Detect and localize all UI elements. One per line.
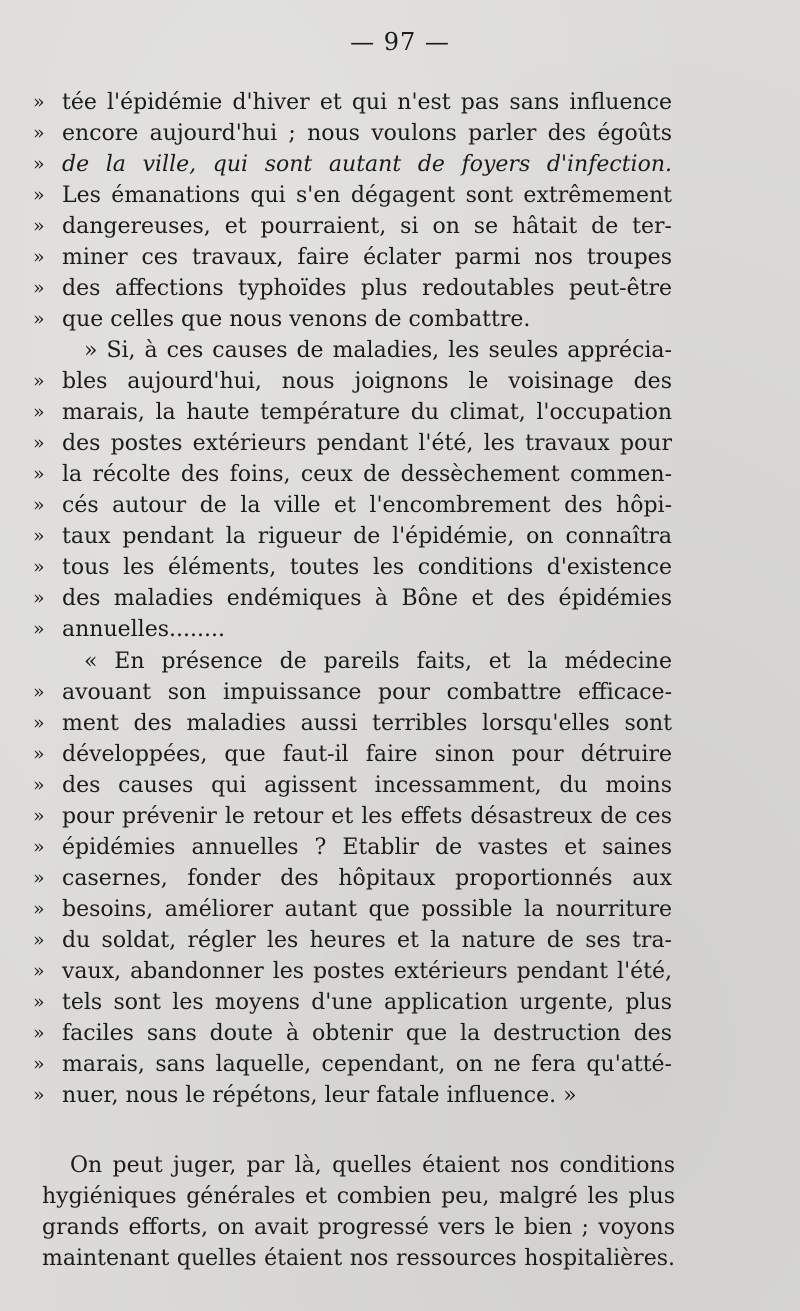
line-text: du soldat, régler les heures et la nature de ses tra- [62, 928, 672, 953]
text-line [0, 1018, 800, 1049]
text-line [0, 304, 800, 335]
line-text: développées, que faut-il faire sinon pour détruire [62, 742, 672, 767]
text-line [0, 708, 800, 739]
quote-mark: » [33, 308, 45, 330]
line-text: des affections typhoïdes plus redoutables peut-être [62, 276, 672, 301]
text-line [0, 925, 800, 956]
quote-mark: » [33, 743, 45, 765]
quote-mark: » [33, 556, 45, 578]
quote-mark: » [33, 1084, 45, 1106]
text-line [0, 987, 800, 1018]
line-text: taux pendant la rigueur de l'épidémie, on connaîtra [62, 524, 672, 549]
line-text: épidémies annuelles ? Etablir de vastes et saines [62, 835, 672, 860]
line-text: faciles sans doute à obtenir que la destruction des [62, 1021, 672, 1046]
text-line [0, 366, 800, 397]
line-text: ment des maladies aussi terribles lorsqu'elles sont [62, 711, 672, 736]
text-line [0, 211, 800, 242]
quote-mark: » [33, 587, 45, 609]
line-text: tée l'épidémie d'hiver et qui n'est pas sans influence [62, 90, 672, 115]
text-line [0, 490, 800, 521]
quote-mark: » [33, 463, 45, 485]
quote-mark: » [33, 867, 45, 889]
line-text: avouant son impuissance pour combattre efficace- [62, 680, 672, 705]
quote-mark: » [33, 246, 45, 268]
text-line [0, 521, 800, 552]
quote-mark: » [33, 712, 45, 734]
text-line [0, 832, 800, 863]
line-text: cés autour de la ville et l'encombrement des hôpi- [62, 493, 672, 518]
text-line [0, 1150, 800, 1181]
line-text: Les émanations qui s'en dégagent sont extrêmement [62, 183, 672, 208]
line-text: des causes qui agissent incessamment, du moins [62, 773, 672, 798]
text-line [0, 894, 800, 925]
quote-mark: » [33, 184, 45, 206]
line-text: nuer, nous le répétons, leur fatale influence. » [62, 1083, 577, 1108]
text-line [0, 739, 800, 770]
text-line [0, 1243, 800, 1274]
line-text: miner ces travaux, faire éclater parmi nos troupes [62, 245, 672, 270]
quote-mark: » [33, 681, 45, 703]
quote-mark: » [33, 122, 45, 144]
text-line [0, 1049, 800, 1080]
line-text: casernes, fonder des hôpitaux proportionnés aux [62, 866, 672, 891]
line-text: des postes extérieurs pendant l'été, les travaux pour [62, 431, 672, 456]
line-text: vaux, abandonner les postes extérieurs pendant l'été, [62, 959, 672, 984]
text-line [0, 149, 800, 180]
quote-mark: » [33, 836, 45, 858]
text-line [0, 863, 800, 894]
line-text: marais, sans laquelle, cependant, on ne fera qu'atté- [62, 1052, 672, 1077]
line-text: annuelles........ [62, 617, 225, 642]
line-text: » Si, à ces causes de maladies, les seules apprécia- [84, 338, 672, 363]
text-line [0, 583, 800, 614]
text-line [0, 87, 800, 118]
line-text: que celles que nous venons de combattre. [62, 307, 531, 332]
quote-mark: » [33, 898, 45, 920]
text-line [0, 552, 800, 583]
quote-mark: » [33, 401, 45, 423]
line-text: maintenant quelles étaient nos ressources hospitalières. [42, 1246, 675, 1271]
quote-mark: » [33, 277, 45, 299]
text-line [0, 335, 800, 366]
text-line [0, 1212, 800, 1243]
quote-mark: » [33, 432, 45, 454]
line-text: hygiéniques générales et combien peu, malgré les plus [42, 1184, 675, 1209]
quote-mark: » [33, 774, 45, 796]
line-text: la récolte des foins, ceux de dessèchement commen- [62, 462, 672, 487]
line-text: « En présence de pareils faits, et la médecine [84, 649, 672, 674]
quote-mark: » [33, 525, 45, 547]
text-line [0, 677, 800, 708]
text-line [0, 273, 800, 304]
text-line [0, 242, 800, 273]
line-text: On peut juger, par là, quelles étaient nos conditions [70, 1153, 675, 1178]
line-text: tels sont les moyens d'une application urgente, plus [62, 990, 672, 1015]
line-text: pour prévenir le retour et les effets désastreux de ces [62, 804, 672, 829]
text-line [0, 801, 800, 832]
text-line [0, 646, 800, 677]
line-text: grands efforts, on avait progressé vers le bien ; voyons [42, 1215, 675, 1240]
quote-mark: » [33, 1053, 45, 1075]
line-text: tous les éléments, toutes les conditions d'existence [62, 555, 672, 580]
text-line [0, 459, 800, 490]
line-text: bles aujourd'hui, nous joignons le voisinage des [62, 369, 672, 394]
page-number: — 97 — [350, 28, 450, 56]
text-line [0, 118, 800, 149]
text-line [0, 428, 800, 459]
quote-mark: » [33, 960, 45, 982]
line-text: encore aujourd'hui ; nous voulons parler des égoûts [62, 121, 672, 146]
quote-mark: » [33, 1022, 45, 1044]
text-line [0, 397, 800, 428]
quote-mark: » [33, 91, 45, 113]
line-text: de la ville, qui sont autant de foyers d'infection. [62, 152, 672, 177]
quote-mark: » [33, 494, 45, 516]
line-text: marais, la haute température du climat, l'occupation [62, 400, 672, 425]
text-line [0, 1181, 800, 1212]
quote-mark: » [33, 929, 45, 951]
quote-mark: » [33, 215, 45, 237]
quote-mark: » [33, 991, 45, 1013]
line-text: des maladies endémiques à Bône et des épidémies [62, 586, 672, 611]
quote-mark: » [33, 805, 45, 827]
line-text: besoins, améliorer autant que possible la nourriture [62, 897, 672, 922]
quote-mark: » [33, 370, 45, 392]
text-line [0, 956, 800, 987]
text-line [0, 1080, 800, 1111]
text-line [0, 770, 800, 801]
quote-mark: » [33, 618, 45, 640]
text-line [0, 614, 800, 645]
quote-mark: » [33, 153, 45, 175]
line-text: dangereuses, et pourraient, si on se hâtait de ter- [62, 214, 672, 239]
text-line [0, 180, 800, 211]
